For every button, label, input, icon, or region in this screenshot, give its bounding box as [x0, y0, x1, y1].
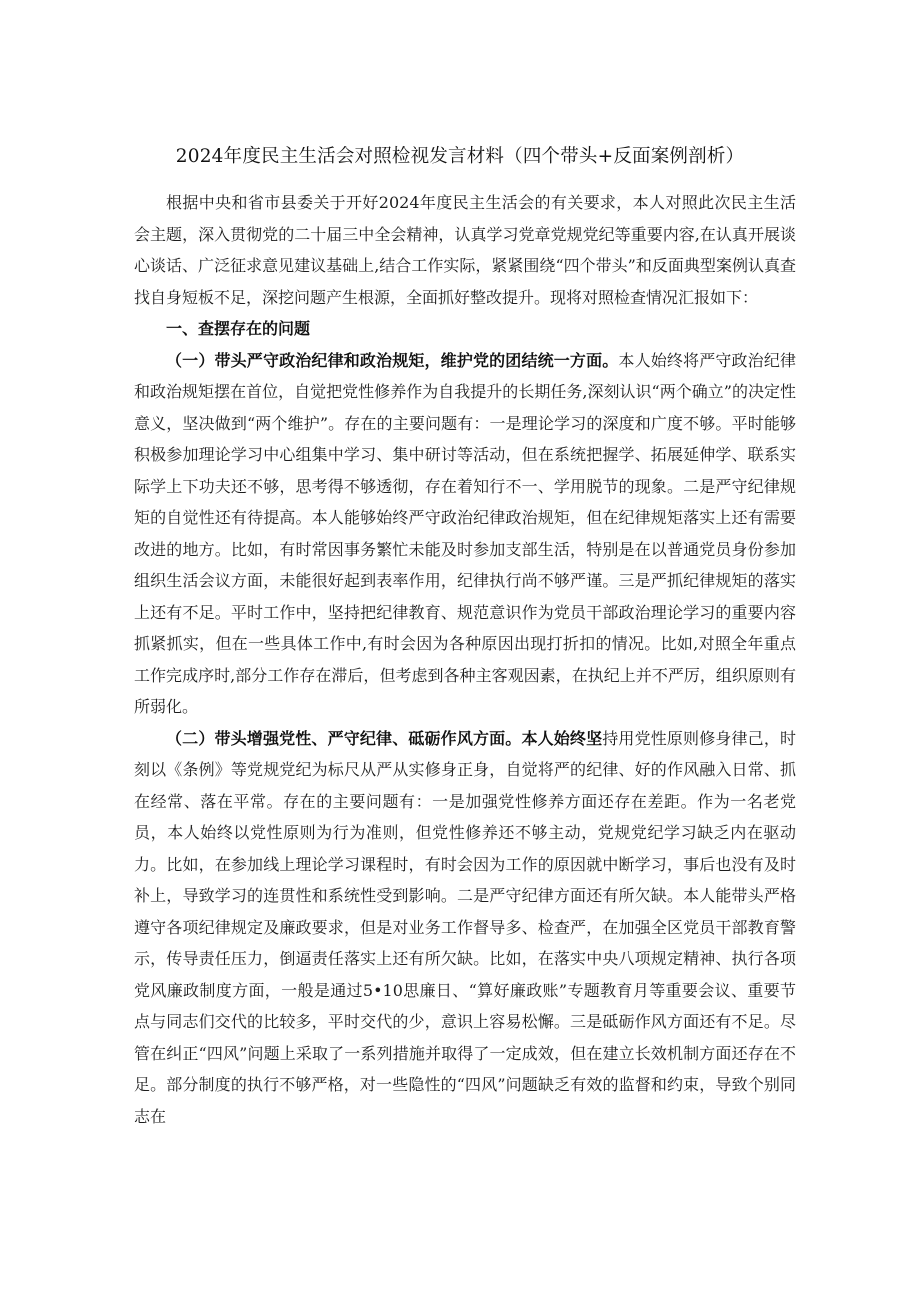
document-title: 2024年度民主生活会对照检视发言材料（四个带头+反面案例剖析）: [175, 146, 745, 167]
document-body: [134, 187, 796, 1132]
item-2-paragraph: [134, 723, 796, 1133]
item-2-lead: （二）带头增强党性、严守纪律、砥砺作风方面。本人始终坚: [166, 728, 603, 748]
item-1-text: 本人始终将严守政治纪律和政治规矩摆在首位，自觉把党性修养作为自我提升的长期任务,深刻认识“两个确立”的决定性意义，坚决做到“两个维护”。存在的主要问题有：一是理论学习的深度和广度不够。平时能够积极参加理论学习中心组集中学习、集中研讨等活动，但在系统把握学、拓展延伸学、联系实际学上下功夫还不够，思考得不够透彻，存在着知行不一、学用脱节的现象。二是严守纪律规矩的自觉性还有待提高。本人能够始终严守政治纪律政治规矩，但在纪律规矩落实上还有需要改进的地方。比如，有时常因事务繁忙未能及时参加支部生活，特别是在以普通党员身份参加组织生活会议方面，未能很好起到表率作用，纪律执行尚不够严谨。三是严抓纪律规矩的落实上还有不足。平时工作中，坚持把纪律教育、规范意识作为党员干部政治理论学习的重要内容抓紧抓实，但在一些具体工作中,有时会因为各种原因出现打折扣的情况。比如,对照全年重点工作完成序时,部分工作存在滞后，但考虑到各种主客观因素，在执纪上并不严厉，组织原则有所弱化。: [134, 350, 796, 716]
section-heading-problems: 一、查摆存在的问题: [166, 319, 311, 338]
item-2-text: 持用党性原则修身律己，时刻以《条例》等党规党纪为标尺从严从实修身正身，自觉将严的纪律、好的作风融入日常、抓在经常、落在平常。存在的主要问题有：一是加强党性修养方面还存在差距。作为一名老党员，本人始终以党性原则为行为准则，但党性修养还不够主动，党规党纪学习缺乏内在驱动力。比如，在参加线上理论学习课程时，有时会因为工作的原因就中断学习，事后也没有及时补上，导致学习的连贯性和系统性受到影响。二是严守纪律方面还有所欠缺。本人能带头严格遵守各项纪律规定及廉政要求，但是对业务工作督导多、检查严，在加强全区党员干部教育警示，传导责任压力，倒逼责任落实上还有所欠缺。比如，在落实中央八项规定精神、执行各项党风廉政制度方面，一般是通过5•10思廉日、“算好廉政账”专题教育月等重要会议、重要节点与同志们交代的比较多，平时交代的少，意识上容易松懈。三是砥砺作风方面还有不足。尽管在纠正“四风”问题上采取了一系列措施并取得了一定成效，但在建立长效机制方面还存在不足。部分制度的执行不够严格，对一些隐性的“四风”问题缺乏有效的监督和约束，导致个别同志在: [134, 728, 796, 1126]
item-1-lead: （一）带头严守政治纪律和政治规矩，维护党的团结统一方面。: [166, 350, 619, 370]
item-1-paragraph: [134, 345, 796, 723]
intro-paragraph: 根据中央和省市县委关于开好2024年度民主生活会的有关要求，本人对照此次民主生活会主题，深入贯彻党的二十届三中全会精神，认真学习党章党规党纪等重要内容,在认真开展谈心谈话、广泛征求意见建议基础上,结合工作实际，紧紧围绕“四个带头”和反面典型案例认真查找自身短板不足，深挖问题产生根源，全面抓好整改提升。现将对照检查情况汇报如下：: [134, 193, 796, 307]
